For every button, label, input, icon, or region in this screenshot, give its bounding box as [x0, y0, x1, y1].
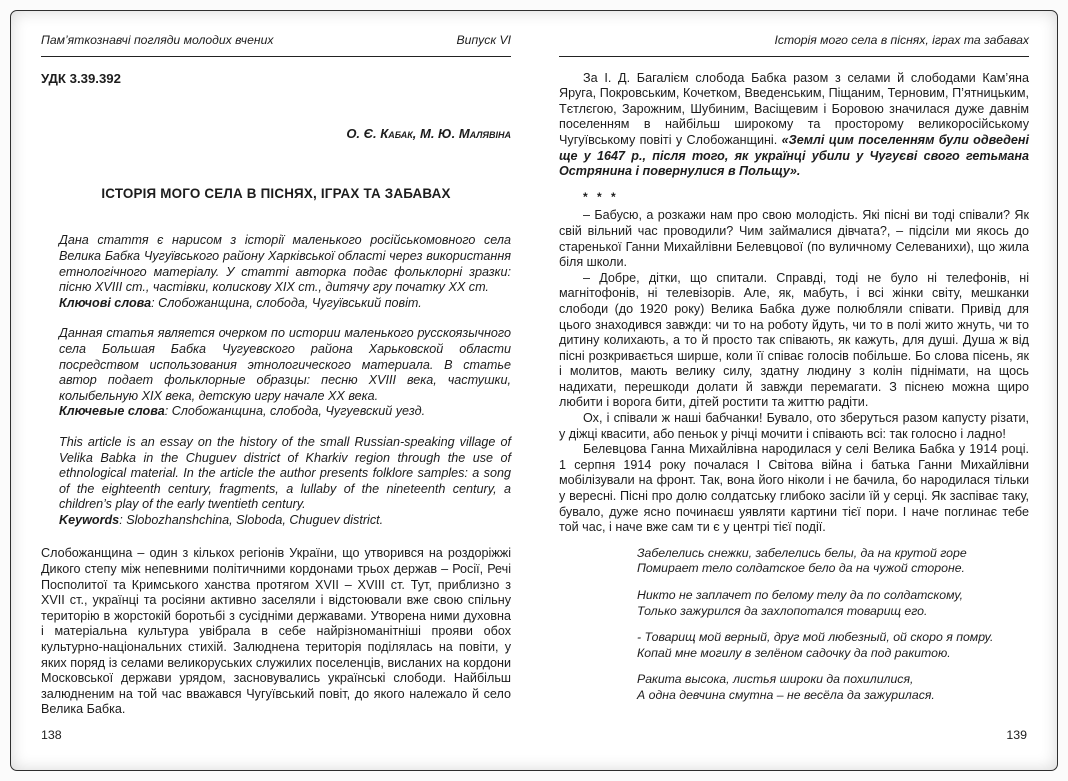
article-title: ІСТОРІЯ МОГО СЕЛА В ПІСНЯХ, ІГРАХ ТА ЗАБАВАХ: [101, 185, 451, 201]
abstract-english: [59, 435, 511, 529]
abstract-ukrainian: [59, 233, 511, 311]
left-header-rule: [41, 56, 511, 57]
page-number-left: 138: [41, 728, 62, 743]
right-running-head: Історія мого села в піснях, іграх та забавах: [774, 33, 1029, 47]
left-running-head-row: [41, 33, 511, 49]
keywords-label: Ключові слова: [59, 295, 152, 310]
verse-line: Копай мне могилу в зелёном садочку да под ракитою.: [637, 645, 951, 660]
article-authors: О. Є. Кабак, М. Ю. Малявіна: [346, 126, 511, 142]
verse-couplet: [637, 588, 1029, 619]
verse-line: Только зажурился да захлопотался товарищ его.: [637, 603, 928, 618]
abstract-english-keywords: [59, 513, 511, 529]
dialogue-paragraph: Ох, і співали ж наші бабчанки! Бувало, ото зберуться разом капусту різати, у діжці квасити, або пеньок у річці мочити і співають всі: так голосно і ладно!: [559, 411, 1029, 441]
verse-line: - Товарищ мой верный, друг мой любезный, ой скоро я помру.: [637, 630, 994, 645]
right-header-rule: [559, 56, 1029, 57]
paragraph-bagaliy: [559, 71, 1029, 180]
running-head-title: Пам’яткознавчі погляди молодих вчених: [41, 33, 274, 47]
keywords-label: Keywords: [59, 512, 120, 527]
keywords-text: : Slobozhanshchina, Sloboda, Chuguev district.: [119, 512, 384, 527]
dialogue-paragraph: – Бабусю, а розкажи нам про свою молодість. Які пісні ви тоді співали? Як свій вільний час проводили? Чим займалися дівчата?, – підсіли ми якось до старенької Ганни Михайлівни Белевцової (по вуличному Селеванихи), що жила біля школи.: [559, 208, 1029, 270]
udc-code: УДК 3.39.392: [41, 70, 121, 86]
running-head-issue: Випуск VI: [456, 33, 511, 47]
keywords-text: : Слобожанщина, слобода, Чугуевский уезд.: [164, 404, 426, 419]
paragraph-bagaliy-quote: «Землі цим поселенням були одведені ще у 1647 р., після того, як українці убили у Чугуєві свого гетьмана Острянина і повернулися в Польщу».: [559, 132, 1029, 179]
page-number-right: 139: [1006, 728, 1027, 743]
verse-couplet: [637, 630, 1029, 661]
verse-line: Никто не заплачет по белому телу да по солдатскому,: [637, 588, 964, 602]
left-page: [11, 11, 525, 770]
keywords-text: : Слобожанщина, слобода, Чугуївський повіт.: [151, 295, 422, 310]
right-page: [525, 11, 1057, 770]
keywords-label: Ключевые слова: [59, 404, 165, 419]
book-spread: [10, 10, 1058, 771]
abstract-ukrainian-keywords: [59, 296, 511, 312]
abstract-russian-keywords: [59, 404, 511, 420]
verse-line: А одна девчина смутна – не весёла да зажурилася.: [637, 687, 935, 702]
dialogue-paragraph: – Добре, дітки, що спитали. Справді, тоді не було ні телефонів, ні магнітофонів, ні телевізорів. Але, як, мабуть, і всі жінки світу, мешканки слободи (до 1920 року) Велика Бабка дуже полюбляли співати. Привід для цього знаходився завжди: чи то на роботу йдуть, чи то в полі жито жнуть, чи то дитину колихають, а то й просто так співають, як кажуть, для душі. Душа ж від пісні розкривається ширше, коли її співає голосів побільше. Бо слова пісень, як і молитов, мають велику силу, здатну людину з колін піднімати, на щось надихати, перешкоди долати й завжди перемагати. З піснею можна щиро любити і ворога бити, дітей ростити та життю радіти.: [559, 270, 1029, 410]
verse-line: Забелелись снежки, забелелись белы, да на крутой горе: [637, 545, 967, 560]
article-body-paragraph: Слобожанщина – один з кількох регіонів України, що утворився на роздоріжжі Дикого степу між непевними політичними кордонами трьох держав – Росії, Речі Посполитої та Кримського ханства протягом XVII – XVIII ст. Тут, приблизно з XVII ст., українці та росіяни активно заселяли і відстоювали вже свою спільну територію в жорстокій боротьбі з сусідніми державами. Утворена ними духовна і матеріальна культура увібрала в себе найрізноманітніші прояви обох культурно-національних стихій. Залюднена територія поділялась на повіти, у яких поряд із селами великоруських служилих поселенців, висланих на кордони Московської держави урядом, засновувались українські слободи. Найбільш залюдненим на той час вважався Чугуївський повіт, до якого належало й село Велика Бабка.: [41, 546, 511, 717]
abstract-ukrainian-body: Дана стаття є нарисом з історії маленького російськомовного села Велика Бабка Чугуївського району Харківської області через використання етнологічного матеріалу. У статті авторка подає фольклорні зразки: пісню XVIII ст., частівки, колискову XIX ст., дитячу гру початку XX ст.: [59, 233, 511, 295]
abstract-russian-body: Данная статья является очерком по истории маленького русскоязычного села Большая Бабка Чугуевского района Харьковской области посредством использования этнологического материала. В статье автор подает фольклорные образцы: песню XVIII века, частушки, колыбельную XIX века, детскую игру начале XX века.: [59, 326, 511, 403]
abstract-english-body: This article is an essay on the history of the small Russian-speaking village of Velika Babka in the Chuguev district of Kharkiv region through the use of ethnological material. In the article the author presents folklore samples: a song of the eighteenth century, fragments, a lullaby of the nineteenth century, a children’s play of the early twentieth century.: [59, 434, 511, 512]
biography-paragraph: Белевцова Ганна Михайлівна народилася у селі Велика Бабка у 1914 році. 1 серпня 1914 року почалася І Світова війна і батька Ганни Михайлівни мобілізували на фронт. Так, вона його ніколи і не бачила, бо народилася тільки у вересні. Пісні про долю солдатську глибоко засіли їй у серці. Як заспіває таку, бувало, дуже ясно починаєш уявляти картини тієї пори. І наче поглинає тебе той час, і наче вже сам ти є у центрі тієї події.: [559, 442, 1029, 535]
paragraph-bagaliy-text: За І. Д. Багалієм слобода Бабка разом з селами й слободами Кам’яна Яруга, Покровським, Кочетком, Введенським, Піщаним, Терновим, П’ятницьким, Тєтлєгою, Зарожним, Шубиним, Васіщевим і Боровою значилася дуже давнім поселенням в найбільш широкому та просторому великоросійському Чугуївському повіті у Слобожанщині.: [559, 70, 1029, 147]
verse-couplet: [637, 546, 1029, 577]
abstract-russian: [59, 326, 511, 420]
section-separator: * * *: [583, 189, 619, 204]
song-verses: [559, 546, 1029, 704]
verse-couplet: [637, 672, 1029, 703]
verse-line: Ракита высока, листья широки да похилилися,: [637, 672, 914, 687]
verse-line: Помирает тело солдатское бело да на чужой стороне.: [637, 561, 965, 576]
